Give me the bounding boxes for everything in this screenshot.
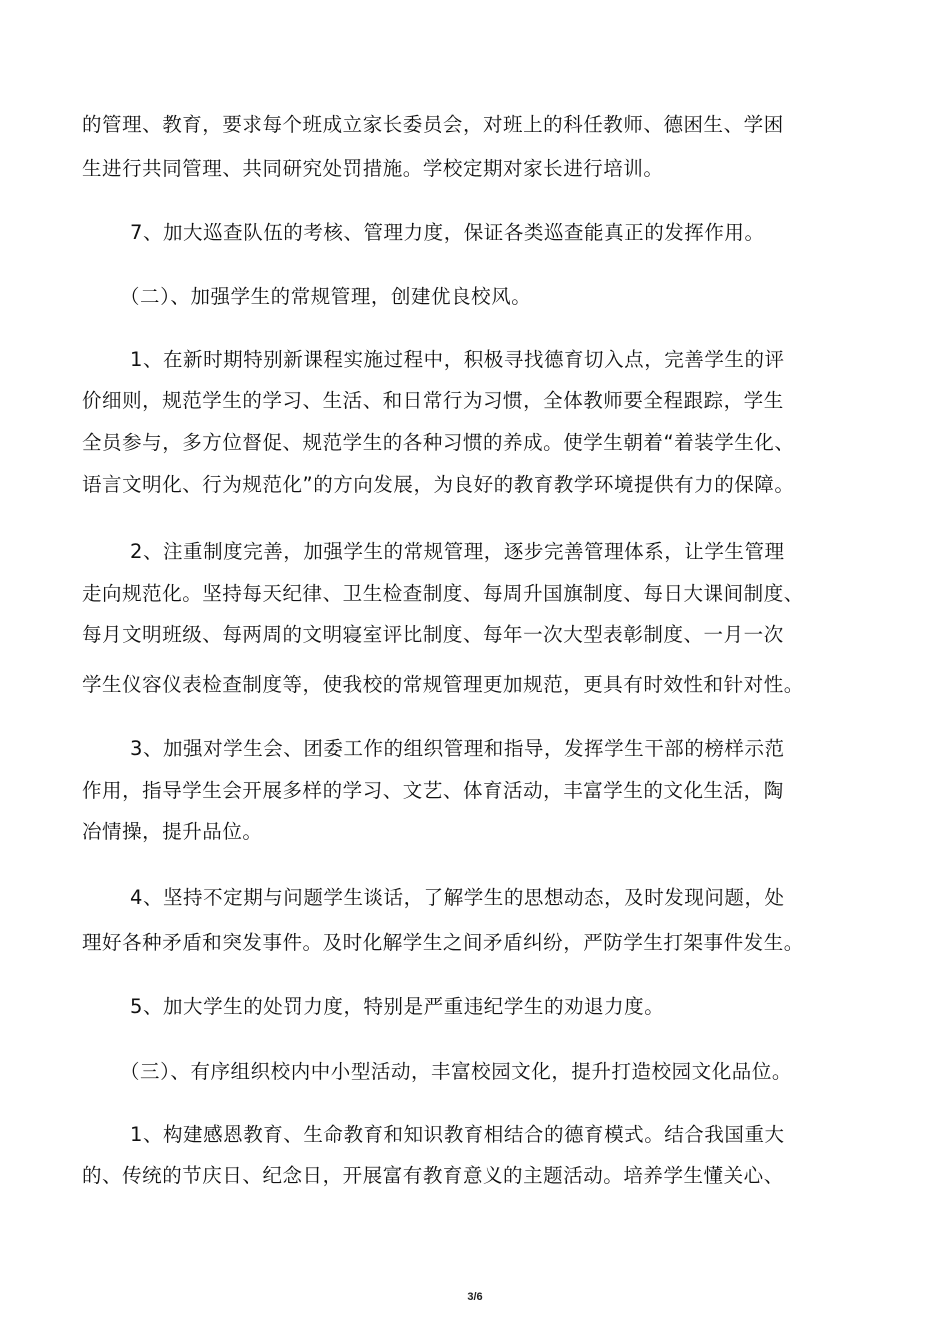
section-heading-2: （二）、加强学生的常规管理，创建优良校风。 xyxy=(120,285,532,308)
text-line-5: 1、在新时期特别新课程实施过程中，积极寻找德育切入点，完善学生的评 xyxy=(130,348,785,371)
text-line-3: 7、加大巡查队伍的考核、管理力度，保证各类巡查能真正的发挥作用。 xyxy=(130,221,765,244)
text-line-13: 3、加强对学生会、团委工作的组织管理和指导，发挥学生干部的榜样示范 xyxy=(130,737,785,760)
text-line-12: 学生仪容仪表检查制度等，使我校的常规管理更加规范，更具有时效性和针对性。 xyxy=(82,673,804,696)
text-line-20: 1、构建感恩教育、生命教育和知识教育相结合的德育模式。结合我国重大 xyxy=(130,1123,785,1146)
text-line-7: 全员参与，多方位督促、规范学生的各种习惯的养成。使学生朝着“着装学生化、 xyxy=(82,431,795,454)
page-number: 3/6 xyxy=(467,1291,483,1303)
text-line-1: 的管理、教育，要求每个班成立家长委员会，对班上的科任教师、德困生、学困 xyxy=(82,113,784,136)
text-line-11: 每月文明班级、每两周的文明寝室评比制度、每年一次大型表彰制度、一月一次 xyxy=(82,623,784,646)
section-heading-3: （三）、有序组织校内中小型活动，丰富校园文化，提升打造校园文化品位。 xyxy=(120,1060,792,1083)
text-line-17: 理好各种矛盾和突发事件。及时化解学生之间矛盾纠纷，严防学生打架事件发生。 xyxy=(82,931,804,954)
text-line-6: 价细则，规范学生的学习、生活、和日常行为习惯，全体教师要全程跟踪，学生 xyxy=(82,389,784,412)
text-line-2: 生进行共同管理、共同研究处罚措施。学校定期对家长进行培训。 xyxy=(82,157,664,180)
text-line-9: 2、注重制度完善，加强学生的常规管理，逐步完善管理体系，让学生管理 xyxy=(130,540,785,563)
text-line-10: 走向规范化。坚持每天纪律、卫生检查制度、每周升国旗制度、每日大课间制度、 xyxy=(82,582,804,605)
text-line-16: 4、坚持不定期与问题学生谈话，了解学生的思想动态，及时发现问题，处 xyxy=(130,886,785,909)
text-line-21: 的、传统的节庆日、纪念日，开展富有教育意义的主题活动。培养学生懂关心、 xyxy=(82,1164,784,1187)
text-line-8: 语言文明化、行为规范化”的方向发展，为良好的教育教学环境提供有力的保障。 xyxy=(82,473,795,496)
text-line-15: 冶情操，提升品位。 xyxy=(82,820,263,843)
text-line-18: 5、加大学生的处罚力度，特别是严重违纪学生的劝退力度。 xyxy=(130,995,665,1018)
text-line-14: 作用，指导学生会开展多样的学习、文艺、体育活动，丰富学生的文化生活，陶 xyxy=(82,779,784,802)
